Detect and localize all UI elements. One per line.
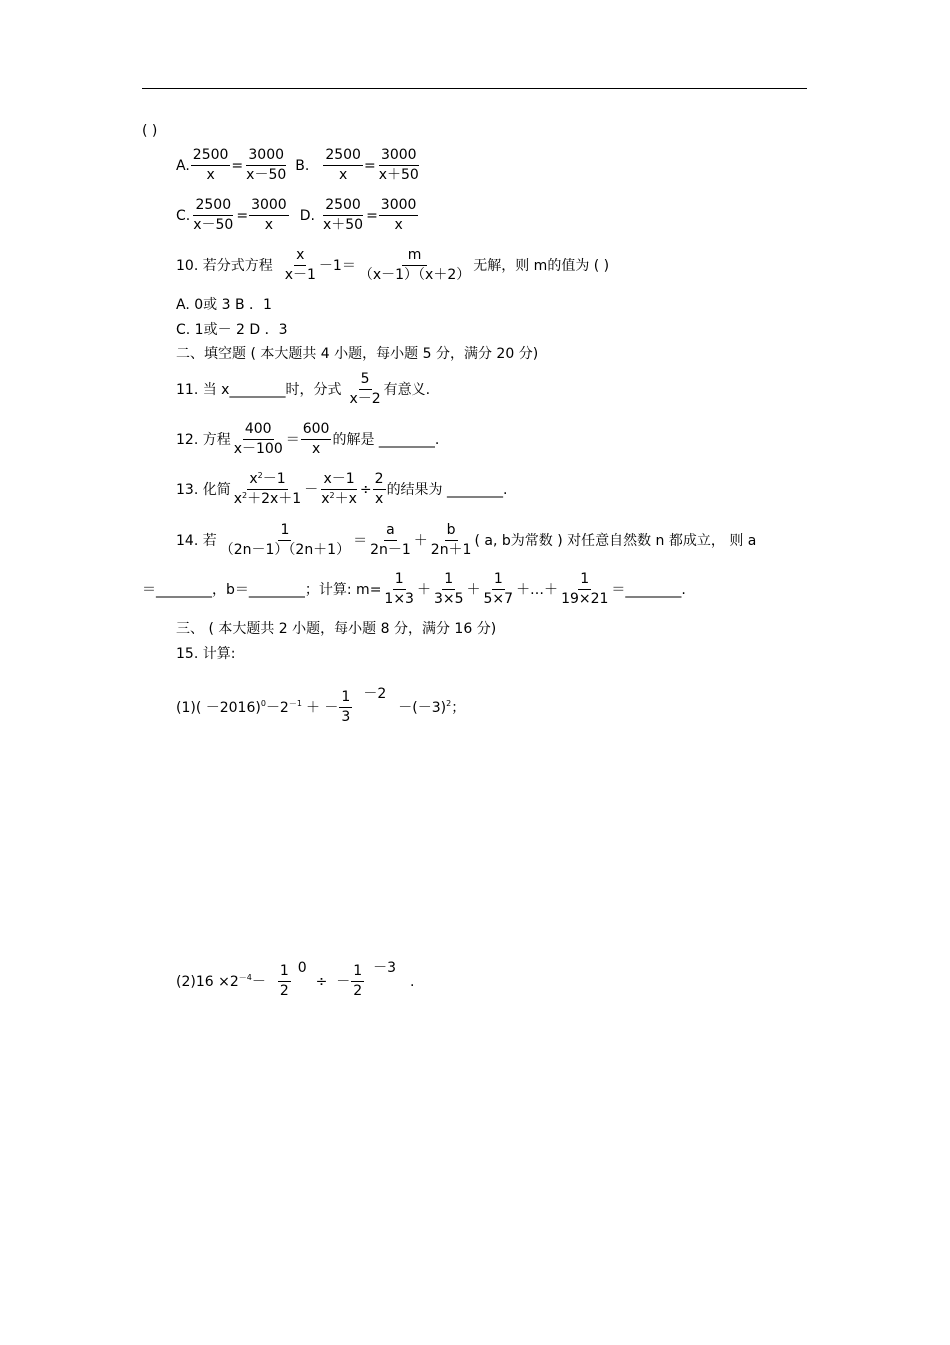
q10-stem: 10. 若分式方程 x x－1 －1＝ m （x－1）（x＋2） 无解，则 m的值为 ( )	[176, 247, 610, 283]
section-3-heading: 三、 ( 本大题共 2 小题，每小题 8 分，满分 16 分)	[176, 621, 497, 637]
fraction: $\frac{2500}{x}$	[325, 147, 361, 183]
fraction: 5 x－2	[349, 371, 381, 407]
q10-option-ab: A. 0或 3 B ．1	[176, 297, 272, 313]
fraction: 1 3×5	[433, 571, 464, 607]
fraction: a 2n－1	[370, 522, 411, 558]
fraction: $\frac{2500}{x+50}$	[322, 197, 364, 233]
option-label: A.	[176, 157, 190, 174]
fraction: $x^2-1$ $x^2+2x+1$	[233, 471, 302, 507]
option-label: D.	[299, 207, 315, 224]
fraction: $\frac{3000}{x}$	[251, 197, 287, 233]
q10-option-cd: C. 1或－ 2 D ．3	[176, 322, 288, 338]
q15-title: 15. 计算:	[176, 646, 236, 662]
fraction: x x－1	[284, 247, 316, 283]
option-label: C.	[176, 207, 191, 224]
q11: 11. 当 x________时，分式 5 x－2 有意义.	[176, 371, 431, 407]
fraction: 1 5×7	[483, 571, 514, 607]
q12: 12. 方程 400 x－100 ＝ 600 x 的解是 ________.	[176, 421, 440, 457]
q14-line2: ＝________，b＝________；计算: m= $\frac{1}{1\times 3}$ ＋ 1 3×5 ＋ 1 5×7 ＋…＋ 1 19×21 ＝________.	[142, 571, 686, 607]
fraction: b 2n＋1	[430, 522, 472, 558]
fraction: 1 （2n－1）（2n＋1）	[219, 522, 351, 558]
section-2-heading: 二、填空题 ( 本大题共 4 小题，每小题 5 分，满分 20 分)	[176, 346, 539, 362]
fraction: $\frac{2500}{x-50}$	[193, 197, 234, 233]
fraction: m （x－1）（x＋2）	[358, 247, 471, 283]
q9-option-c: C. $\frac{2500}{x-50}$ = $\frac{3000}{x}$ D. $\frac{2500}{x+50}$ = $\frac{3000}{x}$	[176, 197, 417, 233]
fraction: 1 2	[279, 963, 289, 999]
q9-option-a: A. $\frac{2500}{x}$ = $\frac{3000}{x-50}$ B. $\frac{2500}{x}$ = $\frac{3000}{x+50}$	[176, 147, 419, 183]
q15-part2: (2)16 ×2 －4 － 1 2 0 ÷ － 1 2 －3 .	[176, 959, 415, 999]
fraction: $\frac{3000}{x-50}$	[246, 147, 287, 183]
fraction: $\frac{1}{1\times 3}$	[384, 571, 414, 607]
fraction: $\frac{3000}{x+50}$	[378, 147, 419, 183]
fraction: 600 x	[302, 421, 330, 457]
fraction: $\frac{2}{x}$	[374, 471, 384, 507]
fraction: $\frac{2500}{x}$	[192, 147, 229, 183]
q13: 13. 化简 $x^2-1$ $x^2+2x+1$ － $\frac{x-1}{x^2+x}$ ÷ $\frac{2}{x}$ 的结果为 ________.	[176, 471, 508, 507]
q14-line1: 14. 若 1 （2n－1）（2n＋1） ＝ a 2n－1 ＋ b 2n＋1 ( a, b为常数 ) 对任意自然数 n 都成立， 则 a	[176, 522, 757, 558]
fraction: 1 2	[353, 963, 363, 999]
fraction: 1 3	[341, 689, 351, 725]
q15-part1: (1)( －2016) 0 －2 －1 ＋ － 1 3 －2 －(－3) 2 ；	[176, 685, 466, 725]
fraction: 1 19×21	[561, 571, 609, 607]
option-label: B.	[295, 157, 310, 174]
header-rule	[142, 88, 807, 89]
fraction: $\frac{3000}{x}$	[380, 197, 417, 233]
fraction: 400 x－100	[233, 421, 283, 457]
fraction: $\frac{x-1}{x^2+x}$	[321, 471, 357, 507]
q9-paren: ( )	[142, 123, 158, 139]
